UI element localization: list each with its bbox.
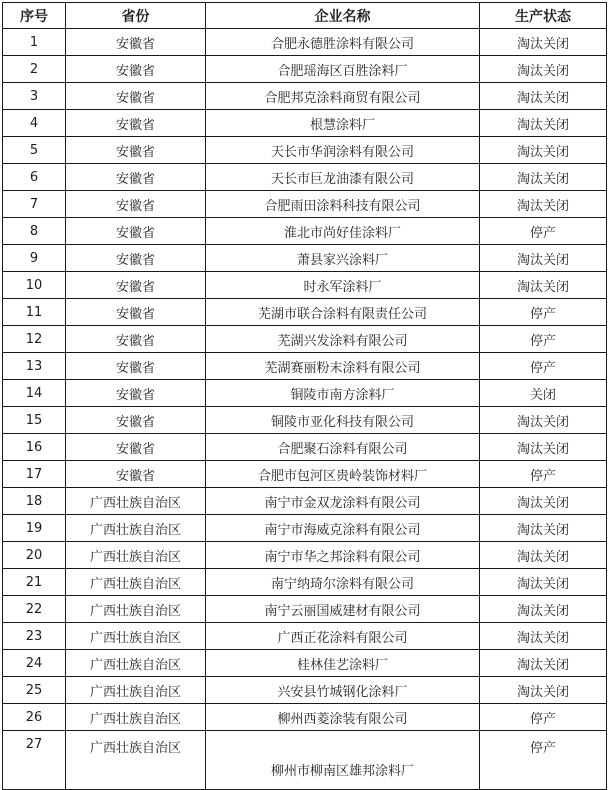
table-row: [3, 29, 607, 56]
status-cell: 淘汰关闭: [480, 569, 607, 596]
table-row: [3, 677, 607, 704]
row-number: 24: [3, 650, 66, 677]
province-cell: 广西壮族自治区: [66, 704, 206, 731]
company-name-cell: 南宁市海威克涂料有限公司: [206, 515, 480, 542]
table-row: [3, 164, 607, 191]
company-name-cell: 天长市华润涂料有限公司: [206, 137, 480, 164]
company-name-cell: 芜湖赛丽粉末涂料有限公司: [206, 353, 480, 380]
province-cell: 广西壮族自治区: [66, 542, 206, 569]
row-number: 18: [3, 488, 66, 515]
company-name-cell: 南宁云丽国威建材有限公司: [206, 596, 480, 623]
province-cell: 安徽省: [66, 299, 206, 326]
company-name-cell: 合肥邦克涂料商贸有限公司: [206, 83, 480, 110]
status-cell: 淘汰关闭: [480, 164, 607, 191]
company-name-cell: 铜陵市亚化科技有限公司: [206, 407, 480, 434]
company-name-cell: 合肥雨田涂料科技有限公司: [206, 191, 480, 218]
row-number: 10: [3, 272, 66, 299]
province-cell: 安徽省: [66, 380, 206, 407]
status-cell: 停产: [480, 731, 607, 790]
table-row: [3, 218, 607, 245]
company-name-cell: 萧县家兴涂料厂: [206, 245, 480, 272]
province-cell: 安徽省: [66, 191, 206, 218]
table-row: [3, 434, 607, 461]
company-name-cell: 天长市巨龙油漆有限公司: [206, 164, 480, 191]
province-cell: 安徽省: [66, 164, 206, 191]
row-number: 2: [3, 56, 66, 83]
status-cell: 淘汰关闭: [480, 488, 607, 515]
status-cell: 淘汰关闭: [480, 542, 607, 569]
status-cell: 淘汰关闭: [480, 407, 607, 434]
row-number: 25: [3, 677, 66, 704]
company-name-cell: 淮北市尚好佳涂料厂: [206, 218, 480, 245]
row-number: 1: [3, 29, 66, 56]
row-number: 26: [3, 704, 66, 731]
table-row: [3, 407, 607, 434]
status-cell: 淘汰关闭: [480, 191, 607, 218]
company-name-cell: 柳州西菱涂装有限公司: [206, 704, 480, 731]
table-row: [3, 110, 607, 137]
status-cell: 淘汰关闭: [480, 137, 607, 164]
province-cell: 安徽省: [66, 434, 206, 461]
table-row: [3, 245, 607, 272]
header-row: [3, 3, 607, 29]
table-row: [3, 515, 607, 542]
company-name-cell: 合肥聚石涂料有限公司: [206, 434, 480, 461]
header-company-name: 企业名称: [206, 3, 480, 29]
province-cell: 安徽省: [66, 56, 206, 83]
row-number: 13: [3, 353, 66, 380]
company-name-cell: 根慧涂料厂: [206, 110, 480, 137]
header-no: 序号: [3, 3, 66, 29]
company-name-cell: 合肥市包河区贵岭装饰材料厂: [206, 461, 480, 488]
company-name-cell: 时永军涂料厂: [206, 272, 480, 299]
table-header: [3, 3, 607, 29]
status-cell: 停产: [480, 353, 607, 380]
status-cell: 淘汰关闭: [480, 83, 607, 110]
status-cell: 停产: [480, 218, 607, 245]
table-row: [3, 326, 607, 353]
company-name-cell: 南宁纳琦尔涂料有限公司: [206, 569, 480, 596]
row-number: 12: [3, 326, 66, 353]
row-number: 6: [3, 164, 66, 191]
status-cell: 停产: [480, 299, 607, 326]
header-production-status: 生产状态: [480, 3, 607, 29]
company-name-cell: 合肥永德胜涂料有限公司: [206, 29, 480, 56]
enterprise-table: [2, 2, 607, 790]
table-row: [3, 380, 607, 407]
row-number: 9: [3, 245, 66, 272]
row-number: 4: [3, 110, 66, 137]
province-cell: 安徽省: [66, 83, 206, 110]
status-cell: 淘汰关闭: [480, 623, 607, 650]
province-cell: 安徽省: [66, 461, 206, 488]
province-cell: 安徽省: [66, 245, 206, 272]
province-cell: 广西壮族自治区: [66, 650, 206, 677]
province-cell: 安徽省: [66, 110, 206, 137]
table-row: [3, 191, 607, 218]
status-cell: 淘汰关闭: [480, 515, 607, 542]
status-cell: 淘汰关闭: [480, 29, 607, 56]
status-cell: 淘汰关闭: [480, 110, 607, 137]
row-number: 7: [3, 191, 66, 218]
row-number: 21: [3, 569, 66, 596]
row-number: 5: [3, 137, 66, 164]
status-cell: 淘汰关闭: [480, 245, 607, 272]
row-number: 16: [3, 434, 66, 461]
province-cell: 安徽省: [66, 407, 206, 434]
table-body: [3, 29, 607, 790]
province-cell: 安徽省: [66, 326, 206, 353]
table-row: [3, 488, 607, 515]
table-row: [3, 623, 607, 650]
table-row: [3, 704, 607, 731]
header-province: 省份: [66, 3, 206, 29]
status-cell: 淘汰关闭: [480, 272, 607, 299]
province-cell: 广西壮族自治区: [66, 623, 206, 650]
row-number: 19: [3, 515, 66, 542]
company-name-cell: 柳州市柳南区雄邦涂料厂: [206, 731, 480, 790]
company-name-cell: 桂林佳艺涂料厂: [206, 650, 480, 677]
row-number: 17: [3, 461, 66, 488]
table-row: [3, 731, 607, 790]
row-number: 23: [3, 623, 66, 650]
row-number: 11: [3, 299, 66, 326]
province-cell: 广西壮族自治区: [66, 677, 206, 704]
row-number: 3: [3, 83, 66, 110]
row-number: 27: [3, 731, 66, 790]
table-row: [3, 353, 607, 380]
table-row: [3, 650, 607, 677]
province-cell: 广西壮族自治区: [66, 731, 206, 790]
row-number: 8: [3, 218, 66, 245]
province-cell: 广西壮族自治区: [66, 569, 206, 596]
province-cell: 广西壮族自治区: [66, 515, 206, 542]
company-name-cell: 芜湖兴发涂料有限公司: [206, 326, 480, 353]
row-number: 15: [3, 407, 66, 434]
table-row: [3, 299, 607, 326]
province-cell: 广西壮族自治区: [66, 596, 206, 623]
company-name-cell: 合肥瑶海区百胜涂料厂: [206, 56, 480, 83]
table-row: [3, 596, 607, 623]
table-row: [3, 83, 607, 110]
status-cell: 淘汰关闭: [480, 434, 607, 461]
status-cell: 淘汰关闭: [480, 596, 607, 623]
company-name-cell: 兴安县竹城钢化涂料厂: [206, 677, 480, 704]
company-name-cell: 南宁市金双龙涂料有限公司: [206, 488, 480, 515]
company-name-cell: 芜湖市联合涂料有限责任公司: [206, 299, 480, 326]
province-cell: 广西壮族自治区: [66, 488, 206, 515]
company-name-cell: 铜陵市南方涂料厂: [206, 380, 480, 407]
province-cell: 安徽省: [66, 218, 206, 245]
table-row: [3, 137, 607, 164]
row-number: 14: [3, 380, 66, 407]
table-row: [3, 461, 607, 488]
status-cell: 淘汰关闭: [480, 677, 607, 704]
status-cell: 停产: [480, 326, 607, 353]
province-cell: 安徽省: [66, 137, 206, 164]
province-cell: 安徽省: [66, 272, 206, 299]
status-cell: 淘汰关闭: [480, 56, 607, 83]
table-row: [3, 272, 607, 299]
status-cell: 停产: [480, 704, 607, 731]
table-row: [3, 569, 607, 596]
status-cell: 停产: [480, 461, 607, 488]
row-number: 22: [3, 596, 66, 623]
province-cell: 安徽省: [66, 353, 206, 380]
table-row: [3, 56, 607, 83]
company-name-cell: 南宁市华之邦涂料有限公司: [206, 542, 480, 569]
status-cell: 淘汰关闭: [480, 650, 607, 677]
company-name-cell: 广西正花涂料有限公司: [206, 623, 480, 650]
status-cell: 关闭: [480, 380, 607, 407]
province-cell: 安徽省: [66, 29, 206, 56]
table-row: [3, 542, 607, 569]
row-number: 20: [3, 542, 66, 569]
